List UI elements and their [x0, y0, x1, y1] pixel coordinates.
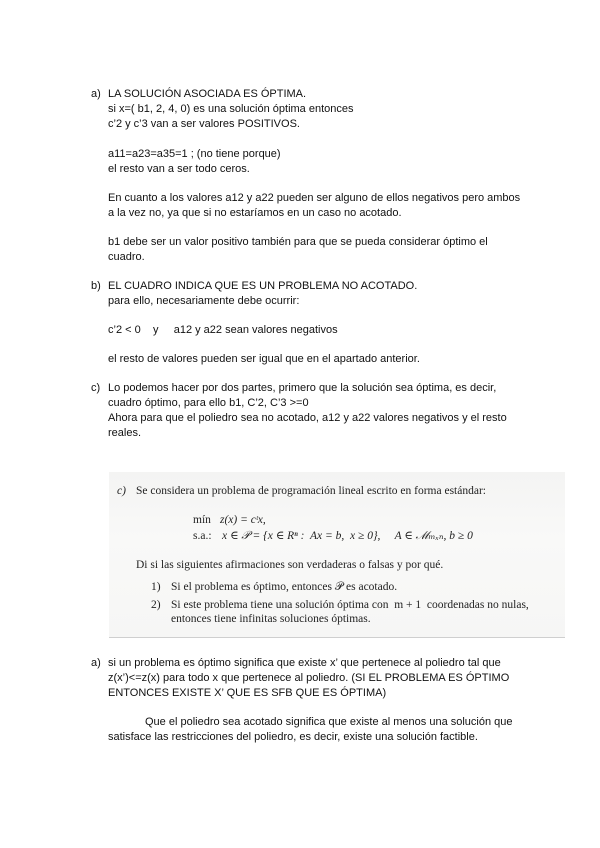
text-line: a la vez no, ya que si no estaríamos en un caso no acotado. — [108, 207, 402, 219]
text-line: para ello, necesariamente debe ocurrir: — [108, 295, 300, 307]
scan-q2-line1: Si este problema tiene una solución óptima con m + 1 coordenadas no nulas, — [171, 599, 529, 611]
scan-bottom-rule — [109, 637, 565, 638]
scan-q2-line2: entonces tiene infinitas soluciones óptimas. — [171, 613, 371, 625]
scan-intro: Se considera un problema de programación lineal escrito en forma estándar: — [136, 485, 486, 497]
text-line: si x=( b1, 2, 4, 0) es una solución óptima entonces — [108, 103, 354, 115]
scan-q1: Si el problema es óptimo, entonces 𝒫 es acotado. — [171, 581, 398, 593]
text-line: a11=a23=a35=1 ; (no tiene porque) — [108, 148, 281, 160]
item-marker-b: b) — [91, 280, 101, 292]
scan-objective: z(x) = cᵗx, — [220, 514, 266, 526]
item-marker-c: c) — [91, 382, 101, 394]
scan-obj-prefix: mín — [193, 514, 211, 526]
text-line: c’2 y c’3 van a ser valores POSITIVOS. — [108, 118, 300, 130]
text-line: el resto van a ser todo ceros. — [108, 163, 250, 175]
scan-constraints: x ∈ 𝒫 = {x ∈ Rⁿ : Ax = b, x ≥ 0}, A ∈ ℳₘₓₙ, b ≥ 0 — [222, 530, 473, 542]
scanned-exercise-image — [109, 472, 565, 638]
text-line: z(x’)<=z(x) para todo x que pertenece al poliedro. (SI EL PROBLEMA ES ÓPTIMO — [108, 672, 510, 684]
item-marker-a: a) — [91, 88, 101, 100]
scan-q2-number: 2) — [151, 599, 161, 611]
text-line: Que el poliedro sea acotado significa que existe al menos una solución que — [145, 716, 513, 728]
text-line: Ahora para que el poliedro sea no acotado, a12 y a22 valores negativos y el resto — [108, 412, 507, 424]
condition-line: c’2 < 0 y a12 y a22 sean valores negativos — [108, 324, 338, 336]
answer-marker-a: a) — [91, 657, 101, 669]
scan-item-marker: c) — [117, 485, 126, 497]
text-line: cuadro. — [108, 251, 145, 263]
text-line: b1 debe ser un valor positivo también para que se pueda considerar óptimo el — [108, 236, 488, 248]
text-line: Lo podemos hacer por dos partes, primero que la solución sea óptima, es decir, — [108, 382, 497, 394]
text-line: LA SOLUCIÓN ASOCIADA ES ÓPTIMA. — [108, 88, 307, 100]
text-line: el resto de valores pueden ser igual que en el apartado anterior. — [108, 353, 420, 365]
text-line: si un problema es óptimo significa que existe x’ que pertenece al poliedro tal que — [108, 657, 501, 669]
text-line: ENTONCES EXISTE X’ QUE ES SFB QUE ES ÓPTIMA) — [108, 687, 387, 699]
text-line: reales. — [108, 427, 142, 439]
scan-st-prefix: s.a.: — [193, 530, 212, 542]
scan-q1-number: 1) — [151, 581, 161, 593]
text-line: satisface las restricciones del poliedro, es decir, existe una solución factible. — [108, 731, 478, 743]
text-line: En cuanto a los valores a12 y a22 pueden ser alguno de ellos negativos pero ambos — [108, 192, 521, 204]
scan-question: Di si las siguientes afirmaciones son verdaderas o falsas y por qué. — [136, 559, 444, 571]
text-line: EL CUADRO INDICA QUE ES UN PROBLEMA NO ACOTADO. — [108, 280, 418, 292]
text-line: cuadro óptimo, para ello b1, C’2, C’3 >=0 — [108, 397, 309, 409]
